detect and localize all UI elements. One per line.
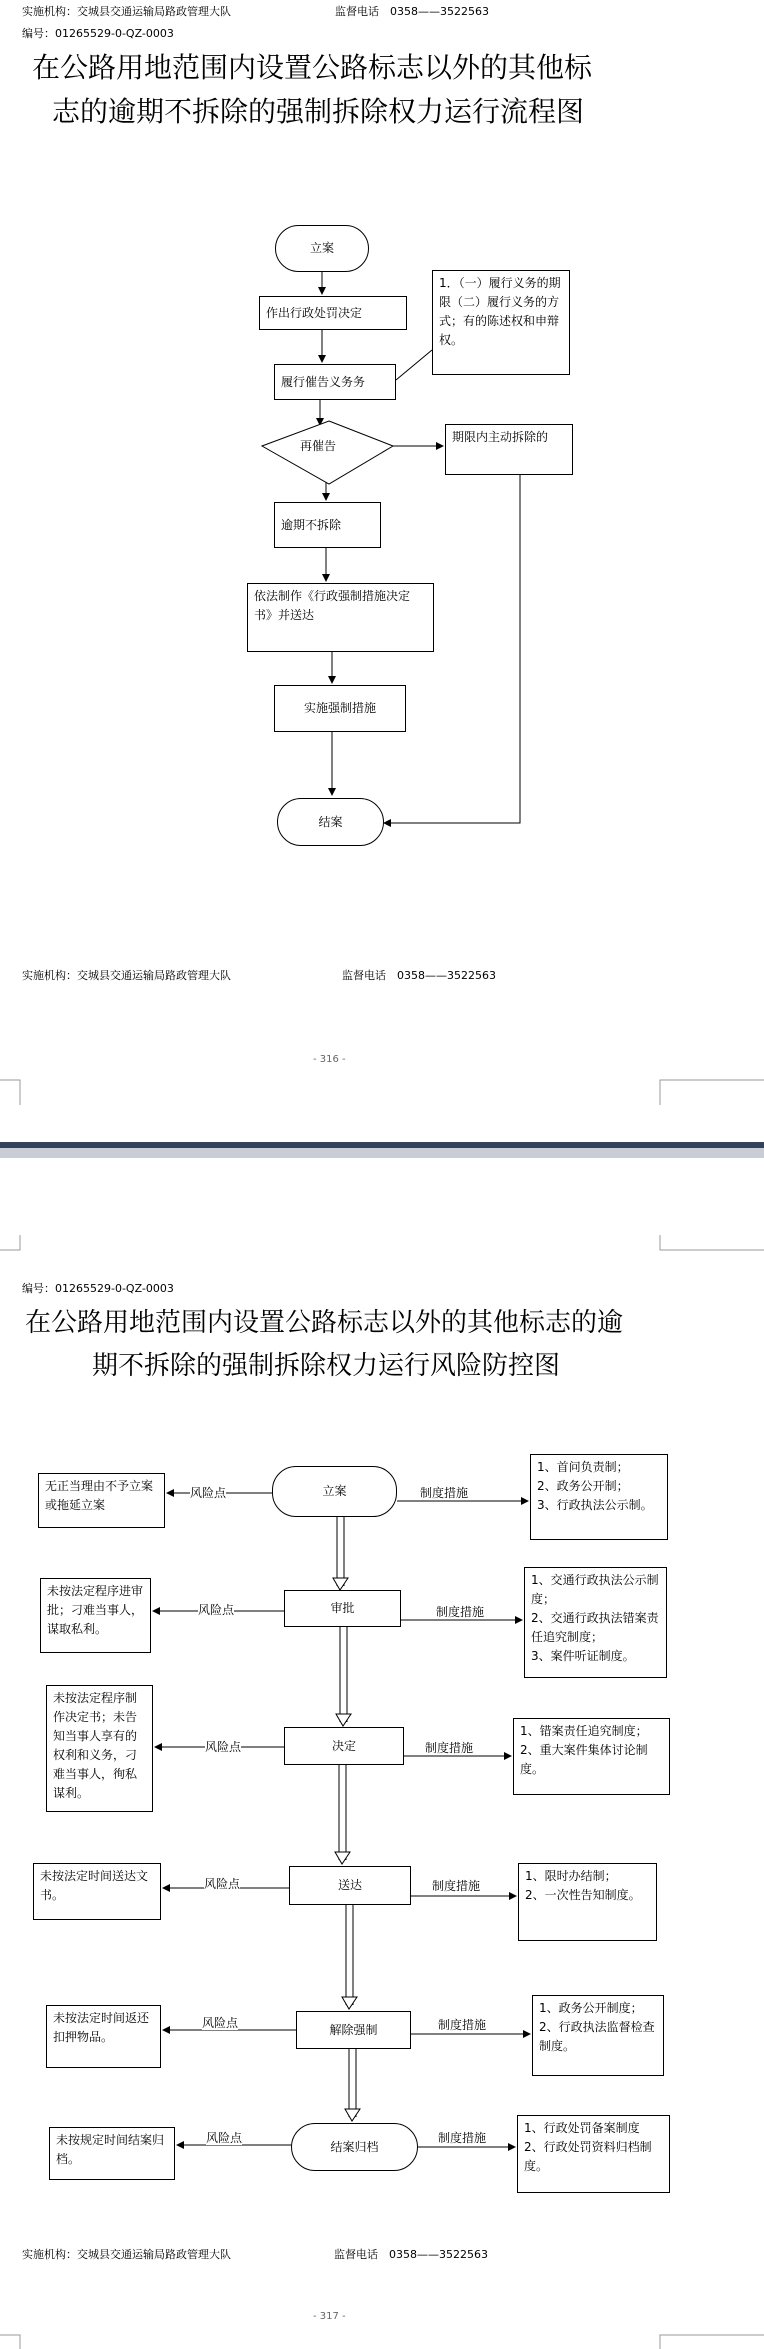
measure-label: 制度措施 — [420, 1486, 469, 1500]
measure-item: 2、一次性告知制度。 — [525, 1888, 641, 1902]
node-penalty-decision: 作出行政处罚决定 — [259, 296, 407, 330]
node-enforcement-decision: 依法制作《行政强制措施决定书》并送达 — [247, 583, 434, 652]
measure-item: 1、首问负责制； — [537, 1460, 629, 1474]
risk-archive: 未按规定时间结案归档。 — [49, 2127, 175, 2180]
node-implement-measures: 实施强制措施 — [274, 685, 406, 732]
measure-item: 1、错案责任追究制度； — [520, 1724, 648, 1738]
step-archive: 结案归档 — [291, 2123, 418, 2171]
risk-label: 风险点 — [202, 2016, 239, 2030]
measures-decide — [513, 1718, 670, 1795]
risk-release: 未按法定时间返还扣押物品。 — [46, 2005, 161, 2068]
node-recall: 再催告 — [300, 439, 337, 453]
measure-item: 2、行政处罚资料归档制度。 — [524, 2140, 652, 2173]
step-register: 立案 — [272, 1466, 397, 1517]
page-title-2-line1: 在公路用地范围内设置公路标志以外的其他标志的逾 — [25, 1308, 624, 1338]
measure-label: 制度措施 — [438, 2018, 487, 2032]
page-title-line1: 在公路用地范围内设置公路标志以外的其他标 — [32, 51, 593, 84]
risk-label: 风险点 — [198, 1603, 235, 1617]
measure-item: 3、案件听证制度。 — [531, 1649, 635, 1663]
risk-label: 风险点 — [204, 1877, 241, 1891]
page-title-line2: 志的逾期不拆除的强制拆除权力运行流程图 — [52, 95, 585, 128]
header-org: 实施机构：交城县交通运输局路政管理大队 — [22, 5, 231, 18]
measures-release — [532, 1995, 664, 2076]
footer-org-2: 实施机构：交城县交通运输局路政管理大队 — [22, 2248, 231, 2261]
measure-item: 2、行政执法监督检查制度。 — [539, 2020, 655, 2053]
risk-label: 风险点 — [206, 2131, 243, 2145]
risk-deliver: 未按法定时间送达文书。 — [33, 1863, 161, 1920]
risk-label: 风险点 — [205, 1740, 242, 1754]
page-number-2: - 317 - — [313, 2311, 346, 2322]
risk-approve: 未按法定程序进审批；刁难当事人，谋取私利。 — [40, 1578, 151, 1653]
step-release: 解除强制 — [296, 2011, 411, 2049]
measure-item: 1、政务公开制度； — [539, 2001, 643, 2015]
measures-deliver — [518, 1863, 657, 1941]
risk-register: 无正当理由不予立案或拖延立案 — [38, 1473, 165, 1528]
measure-item: 1、限时办结制； — [525, 1869, 617, 1883]
node-close-case: 结案 — [277, 798, 384, 846]
measure-label: 制度措施 — [425, 1741, 474, 1755]
document-code-2: 编号：01265529-0-QZ-0003 — [22, 1282, 174, 1295]
step-deliver: 送达 — [289, 1866, 411, 1905]
risk-label: 风险点 — [190, 1486, 227, 1500]
measure-item: 1、行政处罚备案制度 — [524, 2121, 640, 2135]
header-phone: 监督电话 0358——3522563 — [335, 5, 489, 18]
footer-org: 实施机构：交城县交通运输局路政管理大队 — [22, 969, 231, 982]
measure-item: 1、交通行政执法公示制度； — [531, 1573, 659, 1606]
measure-item: 2、政务公开制； — [537, 1479, 629, 1493]
page-number: - 316 - — [313, 1054, 346, 1065]
measure-item: 2、交通行政执法错案责任追究制度； — [531, 1611, 659, 1644]
note-obligations: 1．（一）履行义务的期限（二）履行义务的方式；有的陈述权和申辩权。 — [432, 270, 570, 375]
measure-label: 制度措施 — [438, 2131, 487, 2145]
step-approve: 审批 — [284, 1590, 401, 1627]
document-code: 编号：01265529-0-QZ-0003 — [22, 27, 174, 40]
measures-archive — [517, 2115, 670, 2193]
footer-phone-2: 监督电话 0358——3522563 — [334, 2248, 488, 2261]
node-fulfil-reminder: 履行催告义务务 — [274, 364, 396, 400]
measure-item: 2、重大案件集体讨论制度。 — [520, 1743, 648, 1776]
measure-label: 制度措施 — [436, 1605, 485, 1619]
measures-register — [530, 1454, 668, 1540]
footer-phone: 监督电话 0358——3522563 — [342, 969, 496, 982]
node-voluntary-removal: 期限内主动拆除的 — [445, 424, 573, 475]
node-register: 立案 — [275, 225, 369, 272]
node-overdue: 逾期不拆除 — [274, 502, 381, 548]
measure-label: 制度措施 — [432, 1879, 481, 1893]
measure-item: 3、行政执法公示制。 — [537, 1498, 653, 1512]
risk-decide: 未按法定程序制作决定书；未告知当事人享有的权利和义务，刁难当事人，徇私谋利。 — [46, 1685, 153, 1812]
page-title-2-line2: 期不拆除的强制拆除权力运行风险防控图 — [92, 1351, 561, 1381]
step-decide: 决定 — [284, 1727, 404, 1765]
measures-approve — [524, 1567, 667, 1678]
